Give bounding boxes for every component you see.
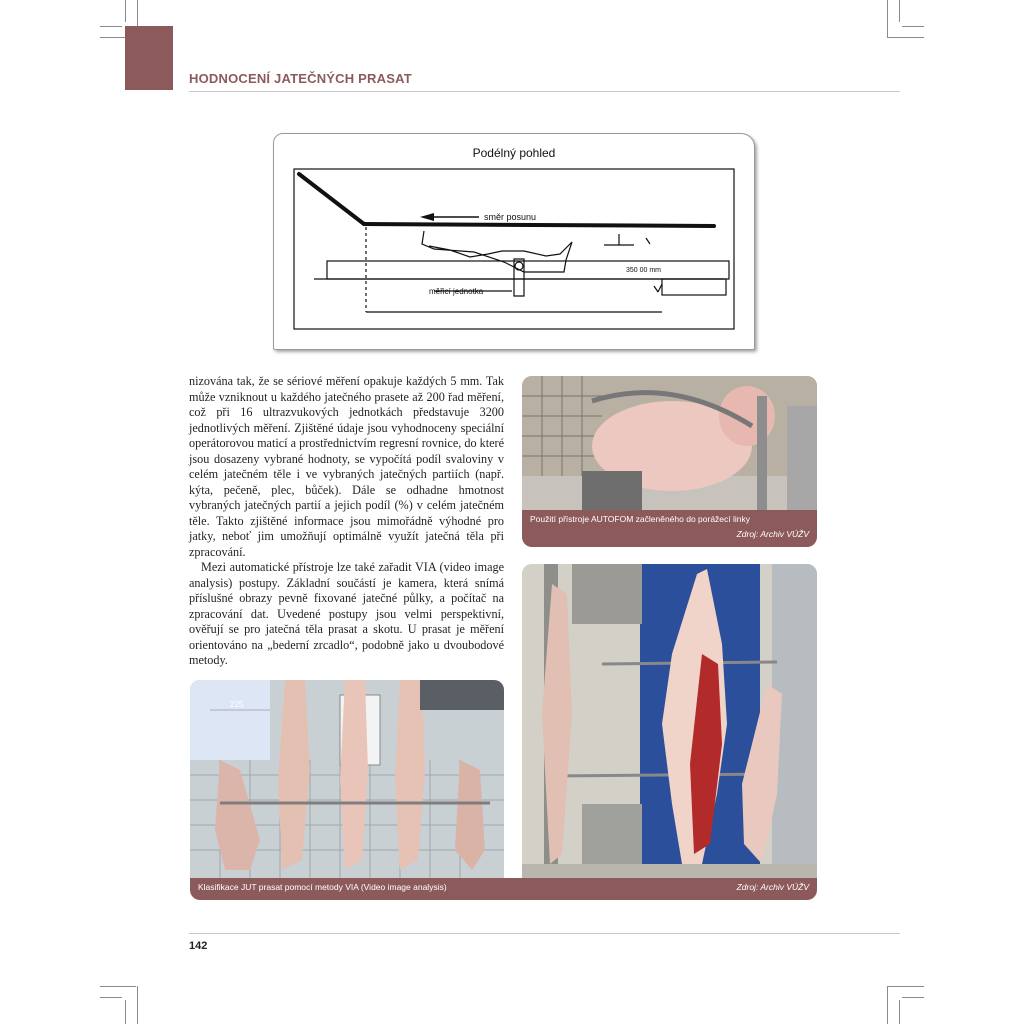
- sensor-eye: [515, 262, 523, 270]
- diagram-figure: [273, 133, 755, 350]
- body-text: [189, 374, 504, 669]
- photo-caption: Použití přístroje AUTOFOM začleněného do porážecí linky: [530, 514, 750, 524]
- page-number: 142: [189, 940, 208, 952]
- autofom-photo: [522, 376, 817, 510]
- chapter-marker: [125, 26, 173, 90]
- carcass-photo: [522, 564, 817, 878]
- crop-mark: [899, 1000, 900, 1024]
- crop-mark: [899, 0, 900, 22]
- transport-rail: [364, 224, 714, 226]
- photo-scene: [522, 564, 817, 878]
- measure-arrow: [654, 284, 662, 292]
- crop-mark: [888, 986, 924, 987]
- crop-mark: [125, 0, 126, 22]
- carcass-outline: [422, 231, 572, 272]
- diagram-title: Podélný pohled: [472, 146, 556, 160]
- paragraph-1: nizována tak, že se sériové měření opakuje každých 5 mm. Tak může vzniknout u každého jatečného prasete až 200 řad měření, což při 16 ultrazvukových jednotkách představuje 3200 jednotlivých měření. Zjištěné údaje jsou vyhodnoceny speciální operátorovou maticí a prostřednictvím regresní rovnice, do které jsou dosazeny vybrané hodnoty, se vypočítá podíl svaloviny v celém jatečném těle i ve vybraných jatečných partiích (např. kýta, pečeně, plec, bůček). Dále se odhadne hmotnost vybraných jatečných partií a jejich podíl (%) v celém jatečném těle. Takto zjištěné informace jsou mimořádně výhodné pro jatky, neboť jim umožňují optimálně využít jatečná těla při zpracování.: [189, 374, 504, 559]
- camera-rig: [420, 680, 504, 710]
- header-rule: [189, 91, 900, 92]
- crop-mark: [902, 26, 924, 27]
- crop-mark: [887, 0, 888, 38]
- conveyor-diagram: [274, 134, 754, 349]
- via-photo: [190, 680, 504, 878]
- conveyor-belt: [327, 261, 729, 279]
- crop-mark: [888, 37, 924, 38]
- unit-label: měřicí jednotka: [429, 287, 484, 296]
- photo-scene: [522, 376, 817, 510]
- photo-source: Zdroj: Archiv VÚŽV: [736, 529, 809, 539]
- feed-rail: [299, 174, 364, 224]
- photo-caption: Klasifikace JUT prasat pomocí metody VIA (Video image analysis): [198, 882, 447, 892]
- crop-mark: [100, 997, 122, 998]
- crop-mark: [887, 986, 888, 1024]
- direction-arrowhead: [420, 213, 434, 221]
- photo-scene: [190, 680, 504, 878]
- diagram-frame: [294, 169, 734, 329]
- screen-overlay: [190, 680, 270, 760]
- hook: [604, 234, 650, 245]
- crop-mark: [100, 26, 122, 27]
- photo-source: Zdroj: Archiv VÚŽV: [736, 882, 809, 892]
- crop-mark: [125, 1000, 126, 1024]
- caption-bar-bottom: [190, 878, 817, 900]
- section-title: HODNOCENÍ JATEČNÝCH PRASAT: [189, 71, 412, 86]
- distance-label: 350 00 mm: [626, 267, 662, 274]
- footer-rule: [189, 933, 900, 934]
- screen-number: 225: [230, 700, 244, 709]
- caption-bar-top: [522, 510, 817, 547]
- direction-label: směr posunu: [484, 212, 537, 222]
- paragraph-2: Mezi automatické přístroje lze také zařadit VIA (video image analysis) postupy. Základní součástí je kamera, která snímá příslušné obrazy pevně fixované jatečné půlky, a počítač na zpracování dat. Uvedené postupy jsou velmi perspektivní, ověřují se pro jatečná těla prasat a skotu. U prasat je měření orientováno na „bederní zrcadlo“, podobně jako u dvoubodové metody.: [189, 560, 504, 667]
- belt-end: [662, 279, 726, 295]
- crop-mark: [137, 986, 138, 1024]
- crop-mark: [902, 997, 924, 998]
- crop-mark: [100, 986, 136, 987]
